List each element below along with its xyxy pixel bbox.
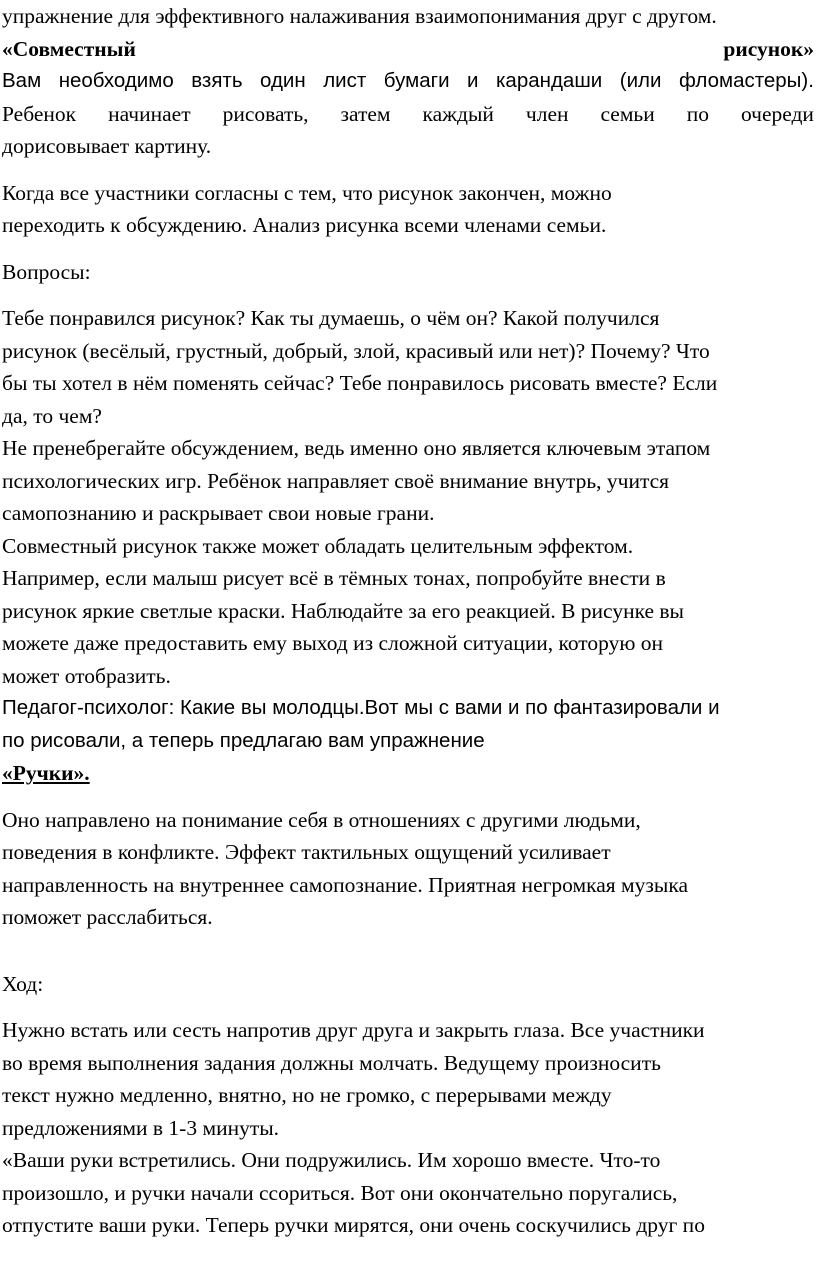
section2-para1-line: Оно направлено на понимание себя в отношениях с другими людьми, bbox=[2, 807, 641, 832]
teacher-line: Педагог-психолог: Какие вы молодцы.Вот мы с вами и по фантазировали и bbox=[2, 696, 720, 719]
word: один bbox=[260, 69, 306, 92]
word: взять bbox=[191, 69, 243, 92]
questions-line: бы ты хотел в нём поменять сейчас? Тебе понравилось рисовать вместе? Если bbox=[2, 371, 718, 395]
word: и bbox=[467, 69, 479, 92]
word: рисовать, bbox=[222, 101, 309, 126]
word: фломастеры). bbox=[678, 69, 814, 92]
section1-heading bbox=[2, 33, 814, 66]
questions-line: Тебе понравился рисунок? Как ты думаешь, о чём он? Какой получился bbox=[2, 306, 660, 330]
word: карандаши bbox=[496, 69, 603, 92]
section2-para2-line: предложениями в 1-3 минуты. bbox=[2, 1115, 280, 1140]
word: Вам bbox=[2, 69, 42, 92]
healing-line: Например, если малыш рисует всё в тёмных тонах, попробуйте внести в bbox=[2, 566, 666, 590]
word: член bbox=[525, 101, 569, 126]
discussion-line: психологических игр. Ребёнок направляет своё внимание внутрь, учится bbox=[2, 468, 670, 493]
section2-para2-line: отпустите ваши руки. Теперь ручки мирятся, они очень соскучились друг по bbox=[2, 1213, 705, 1237]
discussion-line: Не пренебрегайте обсуждением, ведь именно оно является ключевым этапом bbox=[2, 436, 711, 460]
section2-para2-line: во время выполнения задания должны молчать. Ведущему произносить bbox=[2, 1050, 661, 1075]
section2-para2-line: «Ваши руки встретились. Они подружились. Им хорошо вместе. Что-то bbox=[2, 1148, 661, 1172]
questions-line: да, то чем? bbox=[2, 403, 102, 428]
word: Ребенок bbox=[2, 101, 77, 126]
word: по bbox=[686, 101, 709, 126]
section2-para1-line: направленность на внутреннее самопознание. Приятная негромкая музыка bbox=[2, 872, 689, 897]
section2-para2-line: Нужно встать или сесть напротив друг друга и закрыть глаза. Все участники bbox=[2, 1018, 705, 1042]
word: каждый bbox=[422, 101, 494, 126]
section2-para1-line: поможет расслабиться. bbox=[2, 905, 213, 929]
questions-line: рисунок (весёлый, грустный, добрый, злой, красивый или нет)? Почему? Что bbox=[2, 338, 710, 363]
progress-label: Ход: bbox=[2, 971, 44, 996]
section2-para2-line: текст нужно медленно, внятно, но не громко, с перерывами между bbox=[2, 1083, 612, 1107]
word: необходимо bbox=[58, 69, 174, 92]
section1-para1-line1 bbox=[2, 65, 814, 98]
section1-heading-right: рисунок» bbox=[723, 36, 814, 61]
healing-line: можете даже предоставить ему выход из сложной ситуации, которую он bbox=[2, 631, 664, 655]
word: лист bbox=[323, 69, 367, 92]
section2-para2-line: произошло, и ручки начали ссориться. Вот они окончательно поругались, bbox=[2, 1180, 678, 1205]
section1-para2-line1: Когда все участники согласны с тем, что рисунок закончен, можно bbox=[2, 180, 612, 205]
healing-line: рисунок яркие светлые краски. Наблюдайте за его реакцией. В рисунке вы bbox=[2, 598, 684, 623]
word: очереди bbox=[740, 101, 814, 126]
teacher-line: по рисовали, а теперь предлагаю вам упражнение bbox=[2, 728, 485, 752]
word: семьи bbox=[600, 101, 655, 126]
section1-heading-left: «Совместный bbox=[2, 36, 136, 61]
section1-para2-line2: переходить к обсуждению. Анализ рисунка всеми членами семьи. bbox=[2, 213, 607, 237]
healing-line: Совместный рисунок также может обладать целительным эффектом. bbox=[2, 533, 634, 558]
word: затем bbox=[340, 101, 391, 126]
word: бумаги bbox=[383, 69, 450, 92]
word: начинает bbox=[108, 101, 191, 126]
healing-line: может отобразить. bbox=[2, 663, 171, 688]
section2-heading: «Ручки». bbox=[2, 761, 90, 785]
questions-label: Вопросы: bbox=[2, 259, 91, 284]
discussion-line: самопознанию и раскрывает свои новые грани. bbox=[2, 501, 435, 525]
section2-para1-line: поведения в конфликте. Эффект тактильных ощущений усиливает bbox=[2, 840, 611, 864]
word: (или bbox=[619, 69, 662, 92]
section1-para1-line3: дорисовывает картину. bbox=[2, 134, 212, 158]
intro-line: упражнение для эффективного налаживания взаимопонимания друг с другом. bbox=[2, 4, 717, 28]
section1-para1-line2 bbox=[2, 98, 814, 131]
